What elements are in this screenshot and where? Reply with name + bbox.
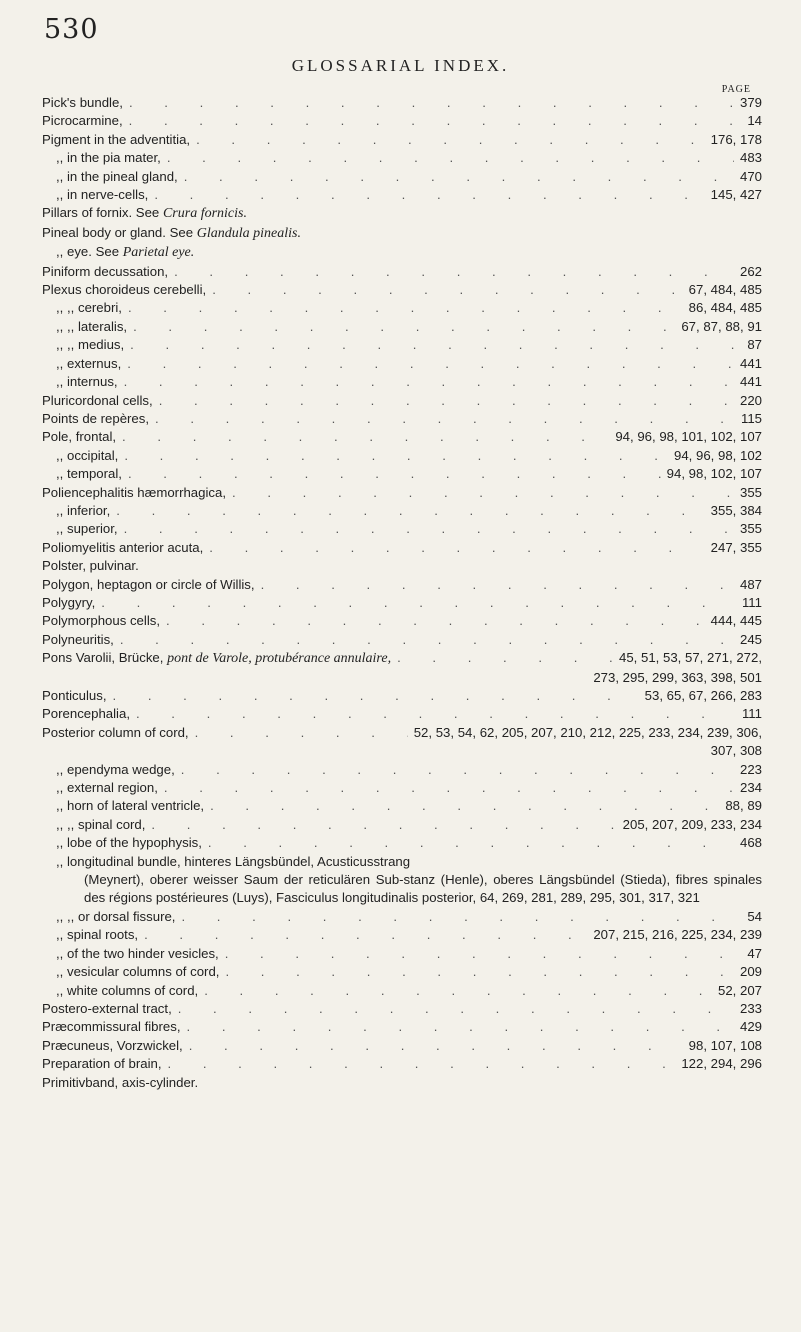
index-entry	[42, 539, 762, 557]
dot-leader	[208, 834, 734, 852]
entry-term	[42, 612, 160, 630]
entry-pages: 205, 207, 209, 233, 234	[622, 816, 762, 832]
dot-leader	[181, 908, 741, 926]
index-entry	[42, 465, 762, 483]
entry-pages: 145, 427	[710, 187, 762, 203]
entry-term-text: Polygyry,	[42, 594, 96, 610]
index-entry	[42, 926, 762, 944]
index-entry	[42, 281, 762, 299]
entry-pages: 262	[739, 263, 762, 279]
entry-term	[56, 149, 161, 167]
entry-term	[42, 410, 149, 428]
dot-leader	[155, 410, 735, 428]
entry-term	[56, 299, 122, 317]
dot-leader	[130, 336, 741, 354]
entry-term-text: Præcommissural fibres,	[42, 1019, 181, 1035]
index-entry	[42, 428, 762, 446]
dot-leader	[101, 594, 736, 612]
entry-term-text: ,, of the two hinder vesicles,	[56, 945, 219, 961]
dot-leader	[113, 687, 639, 705]
entry-term-text: Polygon, heptagon or circle of Willis,	[42, 576, 255, 592]
dot-leader	[232, 484, 734, 502]
entry-pages: 52, 53, 54, 62, 205, 207, 210, 212, 225, 233, 234, 239, 306,	[413, 724, 762, 740]
entry-term-text: Polymorphous cells,	[42, 613, 161, 629]
entry-pages: 487	[739, 576, 762, 592]
entry-continuation: (Meynert), oberer weisser Saum der reticulären Sub-stanz (Henle), oberes Längsbündel (Stieda), fibres spinales des régions postérieures (Luys), Fasciculus longitudinalis posterior, 64, 269, 281, 289, 295, 301, 317, 321	[84, 872, 762, 906]
dot-leader	[261, 576, 734, 594]
entry-pages: 234	[739, 780, 762, 796]
entry-pages: 379	[739, 95, 762, 110]
index-entry	[42, 834, 762, 852]
entry-term-text: Primitivband, axis-cylinder.	[42, 1074, 199, 1090]
entry-term	[56, 355, 121, 373]
entry-term	[56, 318, 127, 336]
index-entry	[42, 816, 762, 834]
dot-leader	[174, 263, 734, 281]
entry-term-text: Pineal body or gland. See	[42, 224, 194, 240]
entry-pages: 441	[739, 355, 762, 371]
entry-term	[56, 945, 219, 963]
dot-leader	[189, 1037, 683, 1055]
entry-pages: 355, 384	[710, 502, 762, 518]
entry-pages: 247, 355	[710, 539, 762, 555]
entry-pages: 45, 51, 53, 57, 271, 272,	[619, 650, 762, 666]
dot-leader	[209, 539, 704, 557]
entry-term	[56, 834, 202, 852]
index-entry	[42, 557, 762, 575]
entry-term	[42, 631, 114, 649]
entry-term-text: Piniform decussation,	[42, 263, 169, 279]
entry-cross-reference: Glandula pinealis.	[196, 225, 301, 241]
entry-term	[42, 263, 168, 281]
entry-cross-reference: pont de Varole, protubérance annulaire,	[167, 651, 392, 667]
dot-leader	[151, 816, 616, 834]
index-entry	[42, 576, 762, 594]
index-entry	[42, 963, 762, 981]
entry-term-text: ,, lobe of the hypophysis,	[56, 835, 202, 851]
entry-term	[56, 186, 148, 204]
entry-pages: 483	[739, 150, 762, 166]
entry-term-text: Points de repères,	[42, 410, 150, 426]
entry-term	[42, 705, 130, 723]
entry-pages: 67, 87, 88, 91	[681, 318, 762, 334]
index-entry	[42, 1018, 762, 1036]
dot-leader	[122, 428, 609, 446]
entry-term	[42, 649, 391, 668]
running-head: GLOSSARIAL INDEX.	[291, 56, 510, 75]
entry-pages: 115	[740, 410, 762, 426]
index-entry	[42, 631, 762, 649]
dot-leader	[159, 392, 734, 410]
entry-term-text: ,, occipital,	[56, 447, 119, 463]
dot-leader	[154, 186, 704, 204]
index-entry	[42, 392, 762, 410]
entry-term-text: Porencephalia,	[42, 706, 130, 722]
entry-pages-continued: 307, 308	[710, 743, 762, 759]
entry-term-text: ,, spinal roots,	[56, 927, 139, 943]
index-entry	[42, 594, 762, 612]
entry-pages: 355	[739, 521, 762, 537]
entry-pages: 245	[739, 631, 762, 647]
entry-term-text: ,, internus,	[56, 374, 118, 390]
entry-term-text: Pick's bundle,	[42, 95, 123, 110]
entry-pages: 98, 107, 108	[688, 1037, 762, 1053]
entry-term	[42, 224, 301, 243]
index-entry	[42, 520, 762, 538]
dot-leader	[120, 631, 734, 649]
entry-pages: 220	[739, 392, 762, 408]
entry-pages: 209	[739, 964, 762, 980]
entry-term-text: ,, in the pia mater,	[56, 150, 161, 166]
entry-term	[56, 982, 198, 1000]
entry-term	[56, 336, 124, 354]
entry-pages: 53, 65, 67, 266, 283	[644, 688, 762, 703]
entry-term	[42, 94, 123, 112]
dot-leader	[127, 355, 734, 373]
index-entry	[42, 243, 762, 262]
entry-pages: 122, 294, 296	[681, 1056, 762, 1072]
index-entry	[42, 299, 762, 317]
entry-term	[56, 926, 138, 944]
index-entry	[42, 1074, 762, 1092]
entry-term	[56, 447, 118, 465]
entry-pages: 429	[739, 1019, 762, 1035]
dot-leader	[164, 779, 734, 797]
index-entry	[42, 204, 762, 223]
index-entry	[42, 336, 762, 354]
entry-term-text: Polster, pulvinar.	[42, 558, 139, 574]
dot-leader	[196, 131, 705, 149]
dot-leader	[133, 318, 675, 336]
entry-term-text: Postero-external tract,	[42, 1000, 172, 1016]
dot-leader	[144, 926, 587, 944]
entry-pages: 54	[747, 908, 762, 924]
entry-pages: 87	[747, 337, 762, 353]
entry-term-text: ,, ,, cerebri,	[56, 300, 122, 316]
entry-term-text: ,, temporal,	[56, 466, 122, 482]
dot-leader	[116, 502, 704, 520]
entry-term	[56, 816, 145, 834]
entry-pages: 111	[741, 706, 762, 722]
index-entry	[42, 612, 762, 630]
entry-term-text: ,, in the pineal gland,	[56, 168, 178, 184]
entry-term-text: Posterior column of cord,	[42, 724, 189, 740]
index-entry	[42, 1000, 762, 1018]
dot-leader	[225, 945, 742, 963]
index-entry	[42, 355, 762, 373]
index-entry	[42, 982, 762, 1000]
entry-pages: 444, 445	[710, 613, 762, 629]
index-entry	[42, 687, 762, 705]
entry-term-text: ,, external region,	[56, 780, 158, 796]
entry-term-text: Ponticulus,	[42, 688, 107, 703]
entry-term	[42, 1037, 183, 1055]
dot-leader	[195, 724, 408, 742]
entry-pages: 14	[747, 113, 762, 129]
dot-leader	[204, 982, 712, 1000]
entry-term-text: Preparation of brain,	[42, 1056, 162, 1072]
index-entry	[42, 705, 762, 723]
entry-pages: 233	[739, 1000, 762, 1016]
dot-leader	[166, 612, 705, 630]
dot-leader	[168, 1055, 676, 1073]
index-entry	[42, 779, 762, 797]
index-entry	[42, 1055, 762, 1073]
entry-term-text: ,, ,, medius,	[56, 337, 125, 353]
entry-term-text: ,, ependyma wedge,	[56, 761, 175, 777]
index-entry	[42, 373, 762, 391]
entry-pages: 94, 96, 98, 102	[674, 447, 762, 463]
dot-leader	[225, 963, 734, 981]
entry-cross-reference: Parietal eye.	[122, 245, 195, 261]
index-entry	[42, 131, 762, 149]
index-entry	[42, 149, 762, 167]
entry-term-text: ,, ,, spinal cord,	[56, 816, 146, 832]
index-entry	[42, 1037, 762, 1055]
entry-term	[42, 428, 116, 446]
entry-cross-reference: Crura fornicis.	[162, 206, 247, 222]
entry-term-text: ,, eye. See	[56, 244, 120, 260]
entry-term	[56, 465, 122, 483]
dot-leader	[128, 465, 661, 483]
entry-term	[42, 1074, 198, 1092]
entry-term-text: Plexus choroideus cerebelli,	[42, 282, 207, 298]
index-entry	[42, 224, 762, 243]
index-entry	[42, 908, 762, 926]
entry-term-text: Præcuneus, Vorzwickel,	[42, 1037, 183, 1053]
entry-term: ,, longitudinal bundle, hinteres Längsbündel, Acusticusstrang	[56, 853, 411, 869]
entry-term-text: ,, white columns of cord,	[56, 982, 199, 998]
dot-leader	[184, 168, 734, 186]
dot-leader	[129, 112, 742, 130]
entry-term	[56, 797, 204, 815]
entry-term-text: Pluricordonal cells,	[42, 392, 153, 408]
dot-leader	[124, 520, 734, 538]
page-column-header: PAGE	[721, 84, 751, 95]
entry-term	[42, 204, 247, 223]
entry-term	[56, 779, 158, 797]
entry-pages: 88, 89	[725, 798, 762, 814]
entry-pages-continued: 273, 295, 299, 363, 398, 501	[593, 669, 762, 685]
entry-pages: 223	[739, 761, 762, 777]
index-entry	[42, 168, 762, 186]
entry-term	[56, 502, 110, 520]
entry-term-text: Pons Varolii, Brücke,	[42, 650, 164, 666]
entry-term-text: Poliomyelitis anterior acuta,	[42, 539, 204, 555]
entry-term	[56, 168, 178, 186]
entry-term	[42, 557, 139, 575]
entry-pages: 111	[741, 594, 762, 610]
entry-term	[56, 908, 175, 926]
entry-term	[42, 724, 189, 742]
entry-pages: 94, 96, 98, 101, 102, 107	[615, 429, 762, 445]
entry-term-text: ,, inferior,	[56, 502, 111, 518]
page-number: 530	[44, 14, 99, 45]
entry-term-text: Poliencephalitis hæmorrhagica,	[42, 484, 226, 500]
index-entry	[42, 263, 762, 281]
entry-term	[42, 576, 255, 594]
index-entry	[42, 94, 762, 112]
dot-leader	[136, 705, 736, 723]
index-entry	[42, 484, 762, 502]
dot-leader	[128, 299, 683, 317]
dot-leader	[178, 1000, 734, 1018]
entry-term	[42, 1018, 181, 1036]
entry-term-text: Pole, frontal,	[42, 429, 117, 445]
index-entry	[42, 502, 762, 520]
entry-term	[42, 539, 203, 557]
entry-pages: 470	[739, 168, 762, 184]
index-entry	[42, 447, 762, 465]
index-entry	[42, 318, 762, 336]
entry-term-text: ,, vesicular columns of cord,	[56, 964, 220, 980]
dot-leader	[124, 447, 668, 465]
index-entry	[42, 410, 762, 428]
entry-term	[56, 243, 194, 262]
dot-leader	[181, 761, 734, 779]
entry-term-text: Polyneuritis,	[42, 631, 114, 647]
index-entry	[42, 945, 762, 963]
entry-pages: 52, 207	[718, 982, 762, 998]
entry-term	[56, 520, 118, 538]
entry-term	[42, 392, 153, 410]
entry-term	[42, 484, 226, 502]
entry-term-text: ,, in nerve-cells,	[56, 187, 149, 203]
entry-term-text: ,, horn of lateral ventricle,	[56, 798, 205, 814]
entry-pages: 47	[747, 945, 762, 961]
dot-leader	[397, 649, 613, 667]
entry-term	[42, 594, 95, 612]
entry-pages: 67, 484, 485	[688, 282, 762, 298]
dot-leader	[212, 281, 682, 299]
entry-term	[42, 281, 206, 299]
entry-term	[42, 687, 107, 705]
dot-leader	[124, 373, 734, 391]
entry-pages: 355	[739, 484, 762, 500]
dot-leader	[210, 797, 719, 815]
index-entry	[42, 761, 762, 779]
entry-term	[42, 112, 123, 130]
index-entry	[42, 797, 762, 815]
dot-leader	[129, 94, 734, 112]
entry-term-text: ,, superior,	[56, 521, 118, 537]
entry-pages: 176, 178	[710, 131, 762, 147]
index-entry	[42, 724, 762, 742]
index-entry	[42, 853, 762, 871]
index-list	[42, 94, 762, 1092]
entry-term-text: ,, ,, or dorsal fissure,	[56, 908, 176, 924]
entry-pages: 441	[739, 374, 762, 390]
entry-term	[56, 373, 118, 391]
entry-term-text: ,, ,, lateralis,	[56, 318, 128, 334]
index-entry	[42, 112, 762, 130]
dot-leader	[167, 149, 734, 167]
index-entry	[42, 186, 762, 204]
entry-term	[56, 761, 175, 779]
entry-term-text: Pigment in the adventitia,	[42, 131, 191, 147]
entry-term-text: ,, externus,	[56, 355, 122, 371]
index-entry	[42, 649, 762, 668]
entry-pages: 86, 484, 485	[688, 300, 762, 316]
entry-term	[42, 131, 190, 149]
entry-pages: 94, 98, 102, 107	[666, 466, 762, 482]
entry-term	[56, 963, 219, 981]
entry-pages: 468	[739, 835, 762, 851]
dot-leader	[187, 1018, 734, 1036]
entry-term	[42, 1000, 172, 1018]
entry-term-text: Pillars of fornix. See	[42, 205, 160, 221]
entry-term-text: Picrocarmine,	[42, 113, 123, 129]
entry-pages: 207, 215, 216, 225, 234, 239	[593, 927, 762, 943]
entry-term	[42, 1055, 162, 1073]
